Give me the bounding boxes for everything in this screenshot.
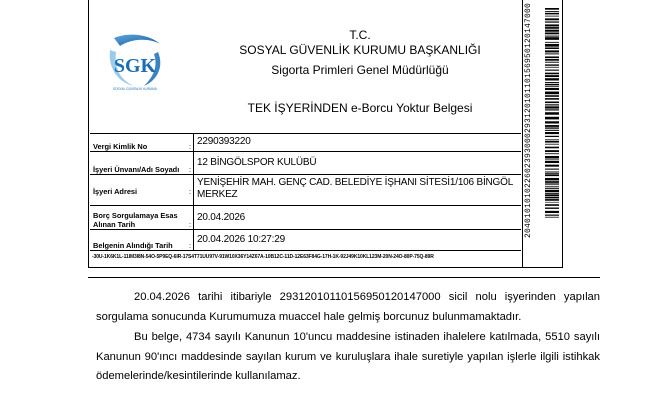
row-address — [90, 175, 521, 206]
body-text — [96, 288, 600, 387]
verification-code: -30U-1K6K1L-11IM3I8N-54O-5P9EQ-6IR-17S4T71UU97V-91W10X36Y14Z67A-10B12C-11D-12E63F84G-17H-1K-92J49K10KL123M-20N-24O-80P-75Q-89R — [92, 254, 434, 260]
value-workplace-name: 12 BİNGÖLSPOR KULÜBÜ — [197, 157, 317, 168]
row-workplace-name — [90, 152, 521, 175]
row-tax-id — [90, 134, 521, 152]
value-address: YENİŞEHİR MAH. GENÇ CAD. BELEDİYE İŞHANI SİTESİ1/106 BİNGÖL MERKEZ — [197, 177, 513, 200]
logo-text: SGK — [113, 55, 157, 77]
header-organization: SOSYAL GÜVENLİK KURUMU BAŞKANLIĞI — [239, 43, 481, 57]
barcode-number: 20401010102260239300029312010110156950120147000 — [524, 2, 533, 238]
divider — [88, 277, 600, 278]
row-issue-date — [90, 230, 521, 251]
barcode-icon — [545, 8, 559, 218]
value-tax-id: 2290393220 — [197, 136, 251, 147]
label-address: İşyeri Adresi : — [90, 175, 194, 205]
value-issue-date: 20.04.2026 10:27:29 — [197, 234, 285, 245]
barcode-box — [523, 0, 563, 268]
row-query-date — [90, 206, 521, 230]
label-workplace-name: İşyeri Ünvanı/Adı Soyadı : — [90, 152, 194, 174]
info-table — [90, 133, 521, 251]
label-query-date: Borç Sorgulamaya Esas Alınan Tarih : — [90, 206, 194, 229]
value-query-date: 20.04.2026 — [197, 212, 246, 223]
document-title: TEK İŞYERİNDEN e-Borcu Yoktur Belgesi — [247, 101, 473, 115]
paragraph-status: 20.04.2026 tarihi itibariyle 29312010110156950120147000 sicil nolu işyerinden yapılan sorgulama sonucunda Kurumumuza muaccel hale gelmiş borcunuz bulunmamaktadır. — [96, 291, 600, 323]
paragraph-notice: Bu belge, 4734 sayılı Kanunun 10'uncu maddesine istinaden ihalelere katılmada, 5510 sayılı Kanunun 90'ıncı maddesinde sayılan kurum ve kuruluşlara ihale suretiyle yapılan işlerle ilgili istihkak ödemelerinde/kesintilerinde kullanılamaz. — [96, 331, 600, 382]
logo-subtitle: SOSYAL GÜVENLİK KURUMU — [112, 87, 158, 91]
label-tax-id: Vergi Kimlik No : — [90, 134, 194, 151]
header-tc: T.C. — [349, 28, 371, 42]
sgk-logo-icon — [104, 30, 166, 94]
label-issue-date: Belgenin Alındığı Tarih : — [90, 230, 194, 250]
header-department: Sigorta Primleri Genel Müdürlüğü — [271, 63, 449, 77]
